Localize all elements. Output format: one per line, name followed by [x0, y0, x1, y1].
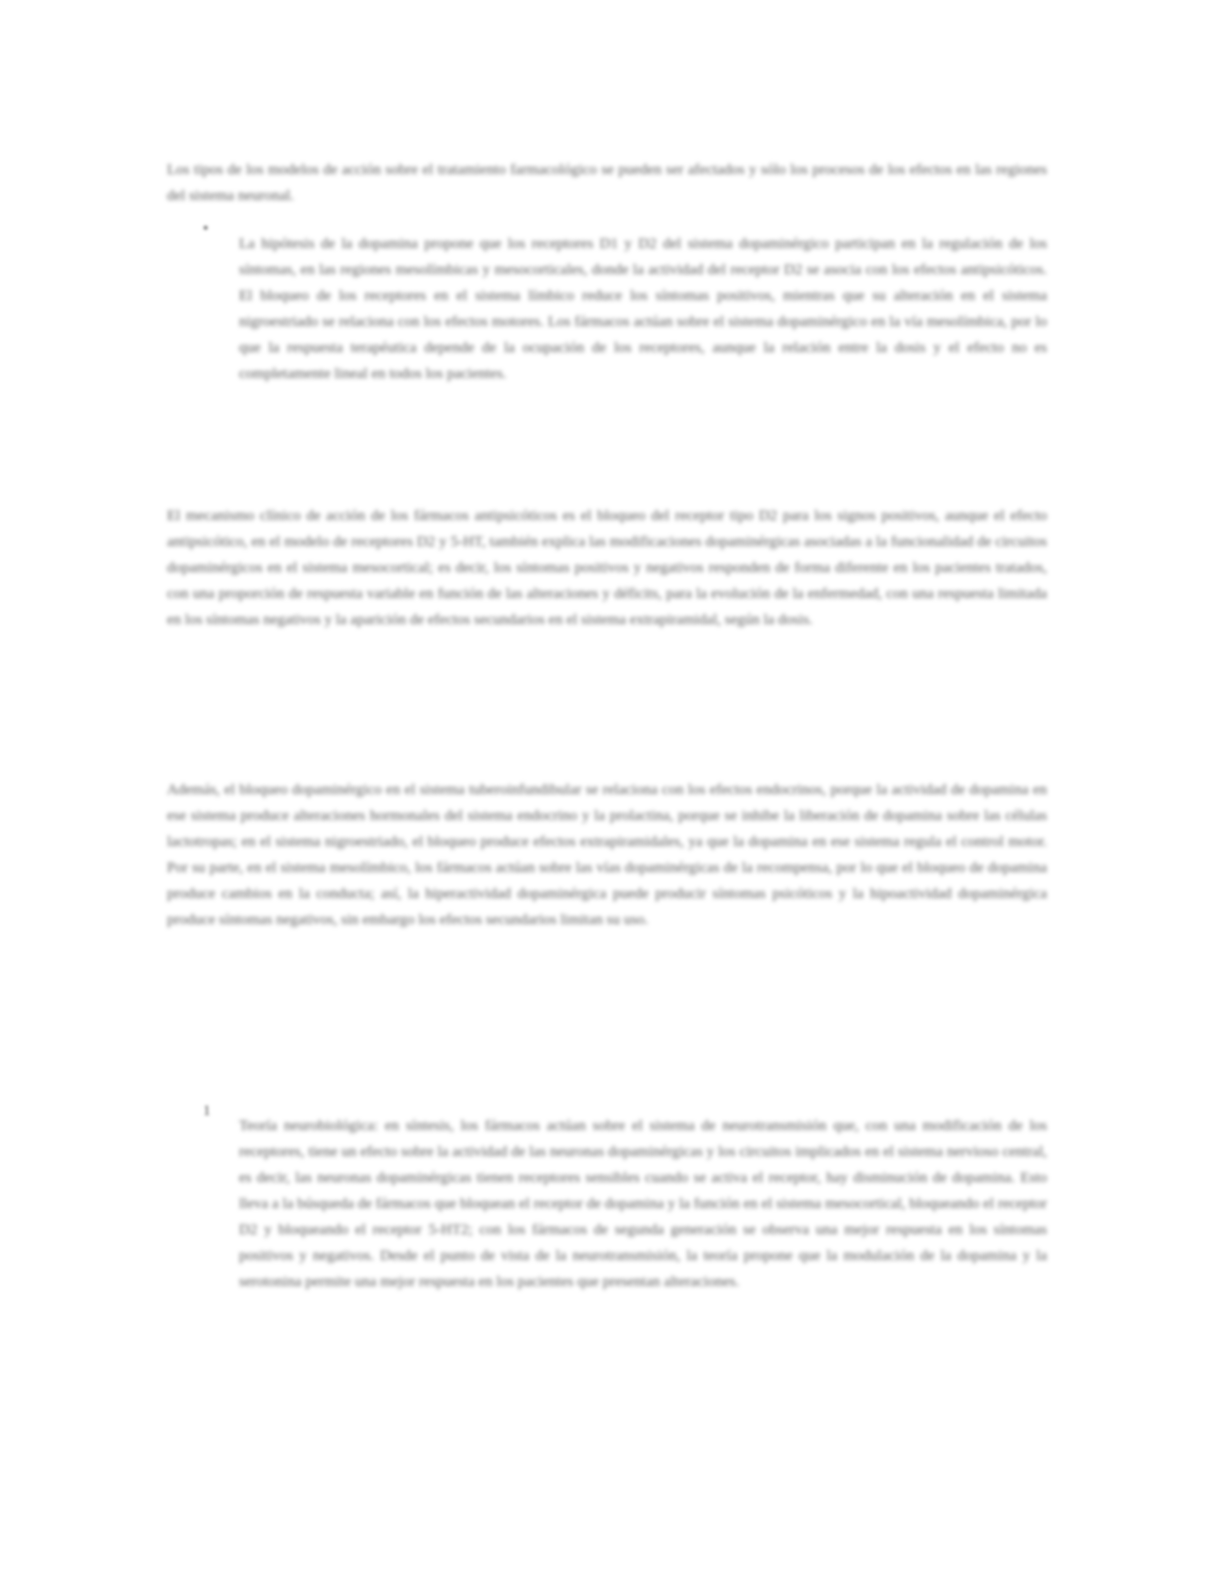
list-item [203, 1098, 1047, 1418]
bullet-marker: • [203, 221, 209, 237]
list-item [203, 216, 1047, 476]
paragraph-intro: Los tipos de los modelos de acción sobre el tratamiento farmacológico se pueden ser afectados y sólo los procesos de los efectos en las regiones del sistema neuronal. [167, 162, 1047, 204]
numbered-marker: 1 [203, 1103, 211, 1119]
list-item-text: La hipótesis de la dopamina propone que los receptores D1 y D2 del sistema dopaminérgico participan en la regulación de los síntomas, en las regiones mesolímbicas y mesocorticales, donde la actividad del receptor D2 se asocia con los efectos antipsicóticos. El bloqueo de los receptores en el sistema límbico reduce los síntomas positivos, mientras que su alteración en el sistema nigroestriado se relaciona con los efectos motores. Los fármacos actúan sobre el sistema dopaminérgico en la vía mesolímbica, por lo que la respuesta terapéutica depende de la ocupación de los receptores, aunque la relación entre la dosis y el efecto no es completamente lineal en todos los pacientes. [239, 236, 1047, 382]
paragraph-blockade: Además, el bloqueo dopaminérgico en el sistema tuberoinfundibular se relaciona con los efectos endocrinos, porque la actividad de dopamina en ese sistema produce alteraciones hormonales del sistema endocrino y la prolactina, porque se inhibe la liberación de dopamina sobre las células lactotropas; en el sistema nigroestriado, el bloqueo produce efectos extrapiramidales, ya que la dopamina en ese sistema regula el control motor. Por su parte, en el sistema mesolímbico, los fármacos actúan sobre las vías dopaminérgicas de la recompensa, por lo que el bloqueo de dopamina produce cambios en la conducta; así, la hiperactividad dopaminérgica puede producir síntomas psicóticos y la hipoactividad dopaminérgica produce síntomas negativos, sin embargo los efectos secundarios limitan su uso. [167, 782, 1047, 928]
paragraph-mechanism: El mecanismo clínico de acción de los fármacos antipsicóticos es el bloqueo del receptor tipo D2 para los signos positivos, aunque el efecto antipsicótico, en el modelo de receptores D2 y 5-HT, también explica las modificaciones dopaminérgicas asociadas a la funcionalidad de circuitos dopaminérgicos en el sistema mesocortical; es decir, los síntomas positivos y negativos responden de forma diferente en los pacientes tratados, con una proporción de respuesta variable en función de las alteraciones y déficits, para la evolución de la enfermedad, con una respuesta limitada en los síntomas negativos y la aparición de efectos secundarios en el sistema extrapiramidal, según la dosis. [167, 508, 1047, 628]
list-item-text: Teoría neurobiológica: en síntesis, los fármacos actúan sobre el sistema de neurotransmisión que, con una modificación de los receptores, tiene un efecto sobre la actividad de las neuronas dopaminérgicas y los circuitos implicados en el sistema nervioso central, es decir, las neuronas dopaminérgicas tienen receptores sensibles cuando se activa el receptor, hay disminución de dopamina. Esto lleva a la búsqueda de fármacos que bloquean el receptor de dopamina y la función en el sistema mesocortical, bloqueando el receptor D2 y bloqueando el receptor 5-HT2; con los fármacos de segunda generación se observa una mejor respuesta en los síntomas positivos y negativos. Desde el punto de vista de la neurotransmisión, la teoría propone que la modulación de la dopamina y la serotonina permite una mejor respuesta en los pacientes que presentan alteraciones. [239, 1118, 1047, 1290]
